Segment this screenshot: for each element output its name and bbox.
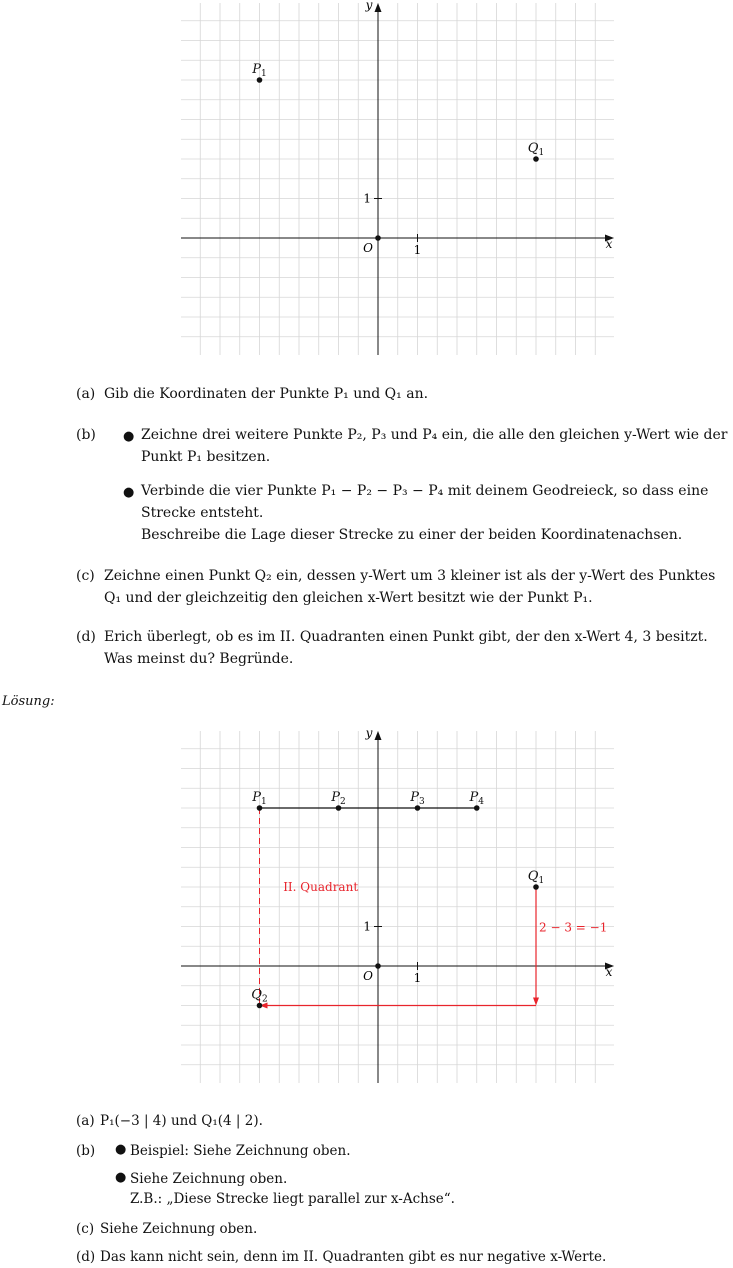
x-tick-label: 1 bbox=[413, 243, 422, 257]
x-axis-label: x bbox=[605, 965, 613, 979]
x-axis-label: x bbox=[605, 237, 613, 251]
task-a-label: (a) bbox=[76, 386, 96, 402]
task-b2-line2: Strecke entsteht. bbox=[141, 505, 264, 521]
coordinate-system-solution bbox=[0, 728, 733, 1093]
bullet-icon: ● bbox=[115, 1142, 127, 1157]
origin-label: O bbox=[363, 969, 373, 983]
task-b-label: (b) bbox=[76, 427, 96, 443]
task-a-text: Gib die Koordinaten der Punkte P₁ und Q₁ an. bbox=[104, 386, 429, 402]
bullet-icon: ● bbox=[115, 1170, 127, 1185]
y-axis-label: y bbox=[365, 728, 373, 740]
solution-c-text: Siehe Zeichnung oben. bbox=[100, 1221, 258, 1237]
origin-label: O bbox=[363, 241, 373, 255]
task-b2-line3: Beschreibe die Lage dieser Strecke zu einer der beiden Koordinatenachsen. bbox=[141, 527, 683, 543]
point-label-q1: $Q_1$ bbox=[527, 141, 545, 158]
y-axis-arrow-icon bbox=[375, 3, 382, 12]
point-label-p1: $P_1$ bbox=[252, 62, 267, 79]
solution-d-text: Das kann nicht sein, denn im II. Quadranten gibt es nur negative x-Werte. bbox=[100, 1249, 607, 1265]
solution-b2-line2: Z.B.: „Diese Strecke liegt parallel zur x-Achse“. bbox=[130, 1191, 455, 1207]
point-label-q2: $Q_2$ bbox=[251, 987, 268, 1005]
task-b2-line1: Verbinde die vier Punkte P₁ − P₂ − P₃ − P₄ mit deinem Geodreieck, so dass eine bbox=[141, 483, 709, 499]
bullet-icon: ● bbox=[123, 485, 135, 500]
x-tick-label: 1 bbox=[413, 971, 422, 985]
point-label-p2: $P_2$ bbox=[331, 790, 346, 807]
point-label-p4: $P_4$ bbox=[469, 790, 484, 807]
task-b1-line2: Punkt P₁ besitzen. bbox=[141, 449, 271, 465]
point-label-q1: $Q_1$ bbox=[527, 869, 545, 886]
task-c-line1: Zeichne einen Punkt Q₂ ein, dessen y-Wert um 3 kleiner ist als der y-Wert des Punktes bbox=[104, 568, 716, 584]
point-label-p3: $P_3$ bbox=[410, 790, 425, 807]
origin-point bbox=[375, 235, 381, 241]
quadrant-label: II. Quadrant bbox=[283, 880, 359, 894]
task-c-label: (c) bbox=[76, 568, 95, 584]
solution-a-text: P₁(−3 | 4) und Q₁(4 | 2). bbox=[100, 1113, 263, 1129]
y-tick-label: 1 bbox=[363, 191, 371, 206]
y-tick-label: 1 bbox=[363, 919, 371, 934]
task-d-label: (d) bbox=[76, 629, 96, 645]
difference-label: 2 − 3 = −1 bbox=[539, 920, 608, 935]
task-d-line2: Was meinst du? Begründe. bbox=[104, 651, 294, 667]
coordinate-system-task bbox=[0, 0, 733, 365]
solution-heading: Lösung: bbox=[2, 694, 55, 709]
task-b1-line1: Zeichne drei weitere Punkte P₂, P₃ und P₄ ein, die alle den gleichen y-Wert wie der bbox=[141, 427, 728, 443]
y-axis-label: y bbox=[365, 0, 373, 12]
solution-d-label: (d) bbox=[76, 1249, 96, 1265]
solution-c-label: (c) bbox=[76, 1221, 95, 1237]
bullet-icon: ● bbox=[123, 429, 135, 444]
solution-b1-text: Beispiel: Siehe Zeichnung oben. bbox=[130, 1143, 351, 1159]
arrow-down-icon bbox=[533, 998, 539, 1006]
task-d-line1: Erich überlegt, ob es im II. Quadranten einen Punkt gibt, der den x-Wert 4, 3 besitzt. bbox=[104, 629, 708, 645]
task-c-line2: Q₁ und der gleichzeitig den gleichen x-Wert besitzt wie der Punkt P₁. bbox=[104, 590, 593, 606]
solution-b-label: (b) bbox=[76, 1143, 96, 1159]
y-axis-arrow-icon bbox=[375, 731, 382, 740]
point-label-p1: $P_1$ bbox=[252, 790, 267, 807]
solution-b2-line1: Siehe Zeichnung oben. bbox=[130, 1171, 288, 1187]
origin-point bbox=[375, 963, 381, 969]
solution-a-label: (a) bbox=[76, 1113, 95, 1129]
